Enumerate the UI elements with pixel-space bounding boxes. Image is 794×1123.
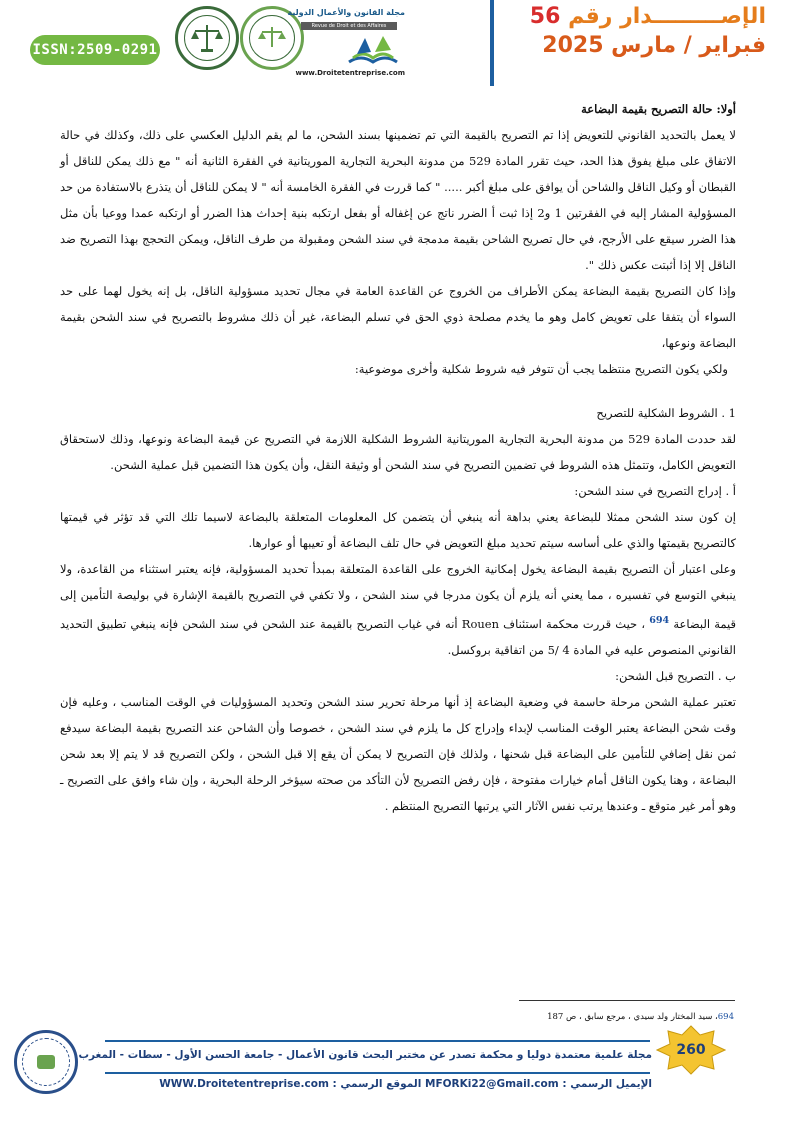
university-seal-logo: [14, 1030, 78, 1094]
paragraph: ولكي يكون التصريح منتظما يجب أن تتوفر فيه شروط شكلية وأخرى موضوعية:: [354, 362, 728, 376]
issue-info: [530, 4, 766, 58]
paragraph: لقد حددت المادة 529 من مدونة البحرية التجارية الموريتانية الشروط الشكلية اللازمة في التصريح عن قيمة البضاعة ونوعها، وذلك لاستحقاق التعويض الكامل، وتتمثل هذه الشروط في تضمين التصريح في سند الشحن أو وثيقة النقل، وأن يكون هذا التضمين قبل عملية الشحن.: [60, 432, 736, 472]
footnote-text: ، سيد المختار ولد سيدي ، مرجع سابق ، ص 187: [547, 1012, 718, 1022]
paragraph: تعتبر عملية الشحن مرحلة حاسمة في وضعية البضاعة إذ أنها مرحلة تحرير سند الشحن وتحديد المسؤوليات في الوقت المناسب ، وعليه فإن وقت شحن البضاعة يعتبر الوقت المناسب لإبداء وإدراج كل ما يلزم في سند الشحن ، خصوصا وأن الشاحن عند التصريح بقيمة البضاعة سيدفع ثمن نقل إضافي للتأمين على البضاعة قبل شحنها ، ولذلك فإن التصريح لا يمكن أن يقع إلا قبل الشحن ، ولكن التصريح قد لا يتم إلا بعد شحن البضاعة ، وهنا يكون الناقل أمام خيارات مفتوحة ، فإن رفض التصريح لأن التأكد من صحته سيؤخر الرحلة البحرية ، وإن شاء وافق على التصريح ـ وهو أمر غير متوقع ـ وعندها يرتب نفس الآثار التي يرتبها التصريح المنتظم .: [60, 694, 736, 813]
book-icon: [345, 32, 401, 68]
issue-date: فبراير / مارس 2025: [542, 33, 766, 58]
page-header: [0, 0, 794, 92]
issue-label: الإصـــــــــدار رقم: [568, 4, 766, 29]
subsection-heading: 1 . الشروط الشكلية للتصريح: [596, 406, 736, 420]
footnote-separator: [519, 1000, 735, 1001]
paragraph-text: وعلى اعتبار أن التصريح بقيمة البضاعة يخول إمكانية الخروج على القاعدة المتعلقة بمبدأ تحديد المسؤولية، فإنه يعتبر استثناء من القاعدة، ولا ينبغي التوسع في تفسيره ، مما يعني أنه يلزم أن يكون مدرجا في سند الشحن ، ولا تكفي في التصريح بالقيمة الإشارة في بوليصة التأمين إلى قيمة البضاعة: [60, 562, 737, 631]
journal-title: مجلة القانون والأعمال الدولية: [287, 8, 405, 17]
journal-logo: [287, 8, 405, 77]
issn-badge: ISSN:2509-0291: [30, 35, 160, 65]
subsection-heading: أ . إدراج التصريح في سند الشحن:: [574, 484, 736, 498]
paragraph-text: ، حيث قررت محكمة استئناف Rouen أنه في غياب التصريح بالقيمة عند الشحن في سند الشحن فإنه ينبغي تطبيق التحديد القانوني المنصوص عليه في المادة 4 /5 من اتفاقية بروكسل.: [60, 616, 736, 657]
footer-rule-top: [105, 1040, 650, 1042]
footnote: [547, 1012, 734, 1022]
section-heading: أولا: حالة التصريح بقيمة البضاعة: [581, 102, 736, 116]
footnote-number: 694: [717, 1012, 734, 1022]
research-lab-logo: [175, 6, 239, 70]
subsection-heading: ب . التصريح قبل الشحن:: [615, 668, 736, 683]
issue-number-line: [530, 4, 766, 29]
spacer: [60, 382, 736, 400]
book-icon: [37, 1055, 55, 1069]
paragraph: وإذا كان التصريح بقيمة البضاعة يمكن الأطراف من الخروج عن القاعدة العامة في مجال تحديد مسؤولية الناقل، بل إنه يخول لهما على حد السواء أن يتفقا على تعويض كامل وهو ما يخدم مصلحة ذوي الحق في تسلم البضاعة، غير أن ذلك مشروط بالتصريح في سند الشحن بقيمة البضاعة ونوعها،: [60, 284, 736, 350]
scales-icon: [178, 9, 236, 67]
journal-website: www.Droitetentreprise.com: [295, 69, 405, 77]
footer-contact-info: الإيميل الرسمي : MFORKi22@Gmail.com الموقع الرسمي : WWW.Droitetentreprise.com: [159, 1078, 652, 1090]
paragraph: [60, 556, 736, 663]
page-number: 260: [676, 1042, 706, 1058]
header-divider: [490, 0, 494, 86]
journal-subtitle: Revue de Droit et des Affaires: [301, 22, 397, 30]
paragraph: إن كون سند الشحن ممثلا للبضاعة يعني بداهة أنه ينبغي أن يتضمن كل المعلومات المتعلقة بالبضاعة لاسيما تلك التي قد تؤثر في قيمتها كالتصريح بقيمتها والذي على أساسه سيتم تحديد مبلغ التعويض في حال تلف البضاعة أو تعيبها أو عوارها.: [60, 510, 736, 550]
article-body: [60, 96, 736, 819]
footer-rule-bottom: [105, 1072, 650, 1074]
footer-journal-info: مجلة علمية معتمدة دوليا و محكمة تصدر عن مختبر البحث قانون الأعمال - جامعة الحسن الأول - سطات - المغرب: [78, 1049, 652, 1061]
footnote-reference[interactable]: 694: [649, 615, 670, 626]
paragraph: لا يعمل بالتحديد القانوني للتعويض إذا تم التصريح بالقيمة التي تم تضمينها بسند الشحن، ما لم يقم الدليل العكسي على ذلك، وكذلك في حالة الاتفاق على مبلغ يفوق هذا الحد، حيث تقرر المادة 529 من مدونة البحرية التجارية الموريتانية في الفقرة الثانية أنه " مع ذلك يمكن للناقل أو القبطان أو وكيل الناقل والشاحن أن يوافق على مبلغ أكبر ..... " كما قررت في الفقرة الخامسة أنه " لا يمكن للناقل أن يتذرع بالاستفادة من حد المسؤولية المشار إليه في الفقرتين 1 و2 إذا ثبت أ الضرر ناتج عن إغفاله أو بفعل ارتكبه بنية إحداث هذا الضرر أو ارتكبه عمدا ووعيا بأن مثل هذا الضرر سيقع على الأرجح، في حال تصريح الشاحن بقيمة مدمجة في سند الشحن ومقبولة من طرف الناقل، ويمكن التحجج بهذا التصريح ضد الناقل إلا إذا أثبتت عكس ذلك ".: [60, 128, 736, 272]
issue-number: 56: [529, 4, 561, 29]
